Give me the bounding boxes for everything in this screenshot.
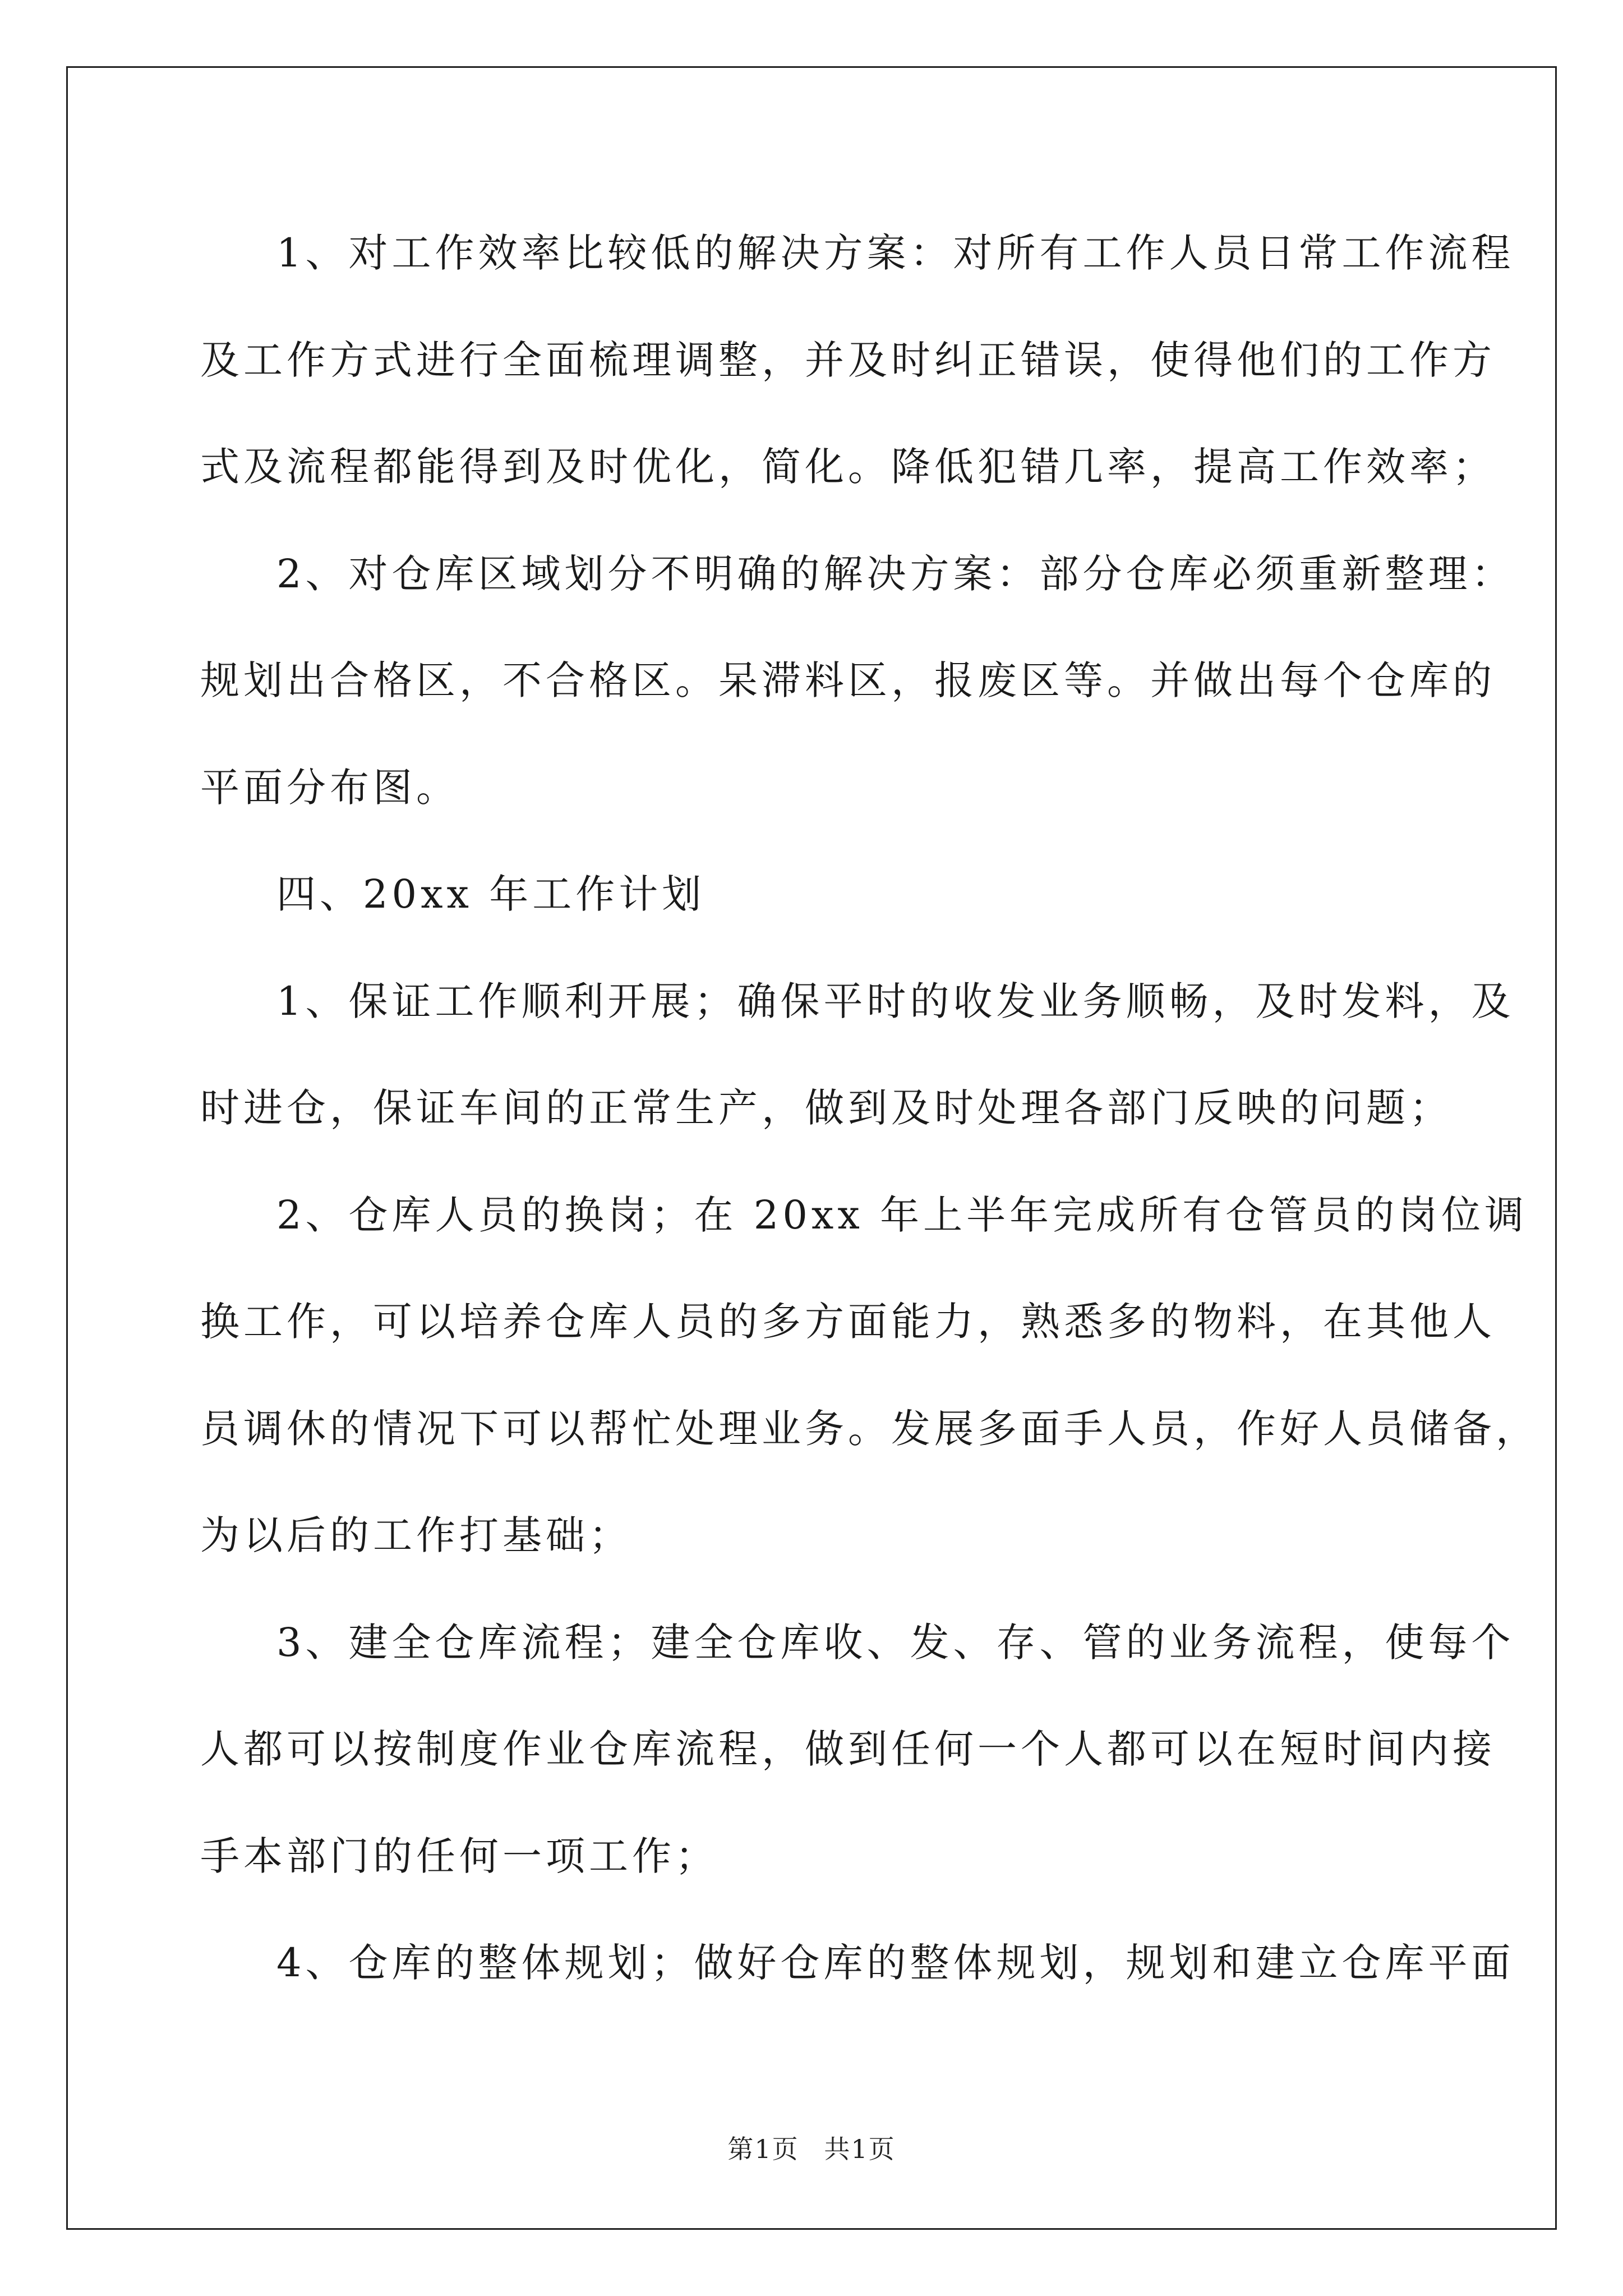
paragraph-line: 规划出合格区，不合格区。呆滞料区，报废区等。并做出每个仓库的 bbox=[200, 657, 1496, 703]
paragraph-line: 2、对仓库区域划分不明确的解决方案：部分仓库必须重新整理： bbox=[276, 550, 1515, 597]
paragraph-line: 3、建全仓库流程；建全仓库收、发、存、管的业务流程，使每个 bbox=[276, 1619, 1515, 1665]
page-footer bbox=[0, 2129, 1623, 2166]
paragraph-line: 2、仓库人员的换岗；在 20xx 年上半年完成所有仓管员的岗位调 bbox=[276, 1191, 1528, 1238]
paragraph-line: 1、对工作效率比较低的解决方案：对所有工作人员日常工作流程 bbox=[276, 230, 1515, 276]
paragraph-line: 式及流程都能得到及时优化，简化。降低犯错几率，提高工作效率； bbox=[200, 444, 1496, 490]
paragraph-line: 时进仓，保证车间的正常生产，做到及时处理各部门反映的问题； bbox=[200, 1085, 1453, 1131]
paragraph-line: 平面分布图。 bbox=[200, 764, 459, 811]
paragraph-line: 人都可以按制度作业仓库流程，做到任何一个人都可以在短时间内接 bbox=[200, 1726, 1496, 1772]
paragraph-line: 换工作，可以培养仓库人员的多方面能力，熟悉多的物料，在其他人 bbox=[200, 1299, 1496, 1345]
page-number: 第1页 bbox=[727, 2134, 799, 2164]
paragraph-line: 及工作方式进行全面梳理调整，并及时纠正错误，使得他们的工作方 bbox=[200, 337, 1496, 383]
section-heading: 四、20xx 年工作计划 bbox=[276, 871, 706, 917]
paragraph-line: 员调休的情况下可以帮忙处理业务。发展多面手人员，作好人员储备， bbox=[200, 1405, 1539, 1452]
page-count: 共1页 bbox=[824, 2134, 896, 2164]
paragraph-line: 手本部门的任何一项工作； bbox=[200, 1833, 718, 1879]
paragraph-line: 1、保证工作顺利开展；确保平时的收发业务顺畅，及时发料，及 bbox=[276, 978, 1515, 1024]
paragraph-line: 4、仓库的整体规划；做好仓库的整体规划，规划和建立仓库平面 bbox=[276, 1940, 1515, 1986]
document-body bbox=[200, 222, 1539, 2039]
paragraph-line: 为以后的工作打基础； bbox=[200, 1512, 632, 1558]
